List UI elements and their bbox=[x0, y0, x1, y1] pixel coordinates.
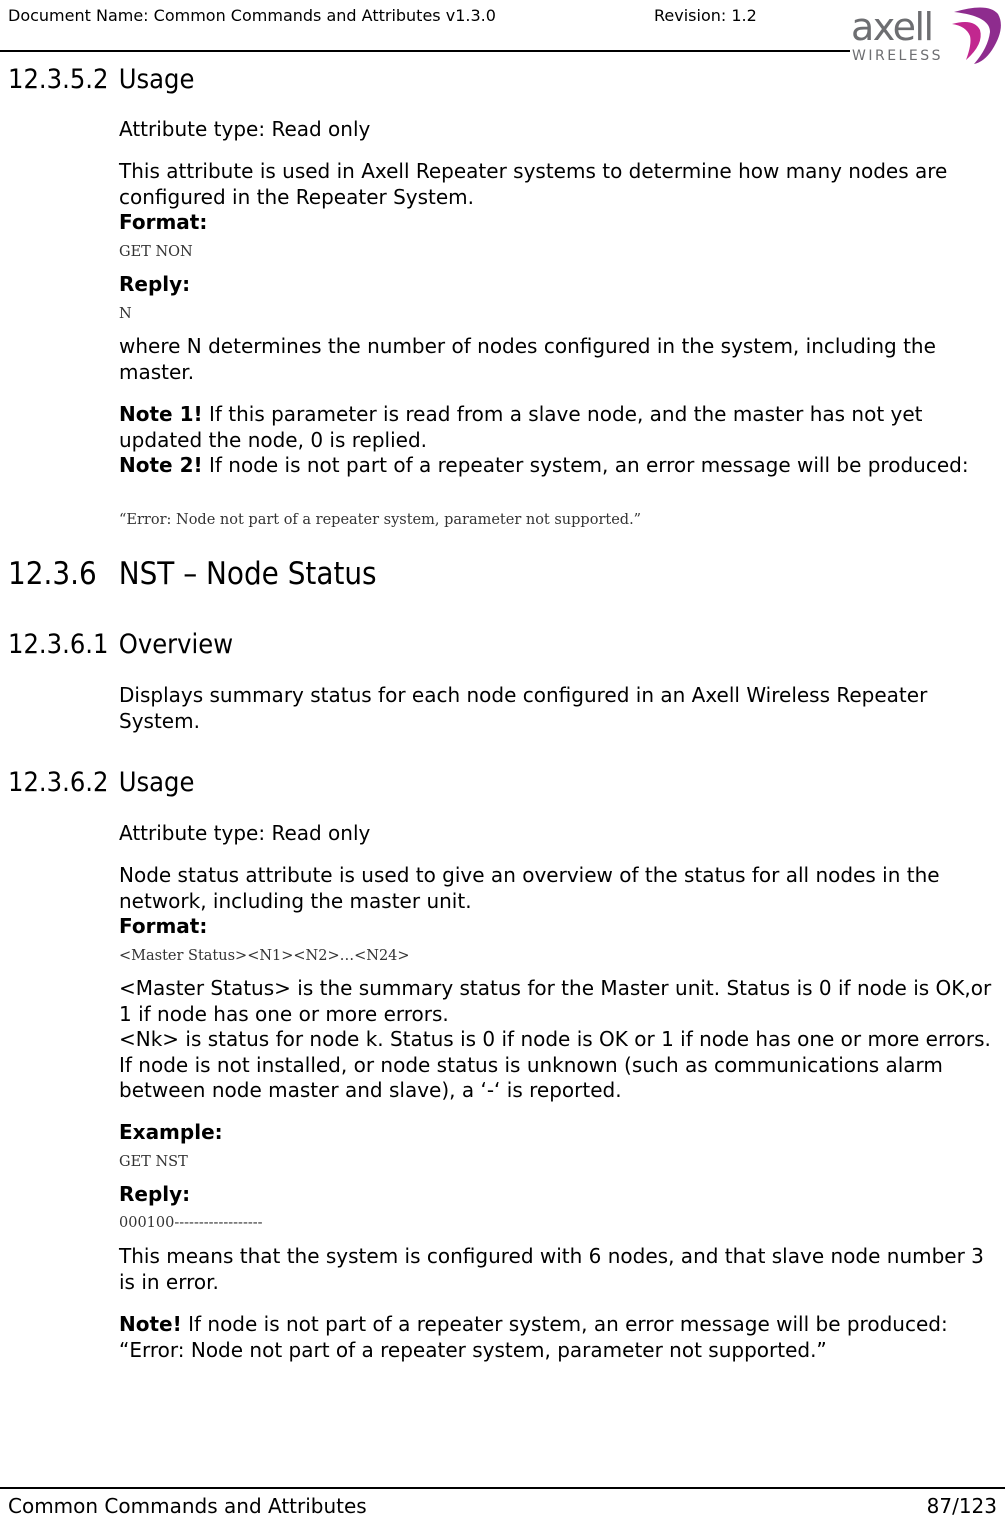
reply-code: N bbox=[119, 306, 132, 322]
master-status-description: <Master Status> is the summary status for the Master unit. Status is 0 if node is OK,or 1 if node has one or more errors. bbox=[119, 976, 992, 1026]
page-header bbox=[0, 0, 1005, 64]
heading-12-3-6-2: 12.3.6.2 Usage bbox=[8, 767, 195, 798]
nst-reply-label: Reply: bbox=[119, 1182, 191, 1206]
error-message-code: “Error: Node not part of a repeater system, parameter not supported.” bbox=[119, 512, 642, 528]
nst-attribute-type: Attribute type: Read only bbox=[119, 821, 371, 845]
reply-label: Reply: bbox=[119, 272, 191, 296]
nst-format-label: Format: bbox=[119, 914, 208, 938]
document-name: Document Name: Common Commands and Attributes v1.3.0 bbox=[8, 6, 496, 25]
logo-subtitle: WIRELESS bbox=[852, 48, 943, 64]
nst-note-quote: “Error: Node not part of a repeater system, parameter not supported.” bbox=[119, 1338, 827, 1362]
note-2: Note 2! If node is not part of a repeater system, an error message will be produced: bbox=[119, 453, 969, 477]
logo-swoosh-inner bbox=[952, 22, 981, 60]
footer-rule bbox=[0, 1487, 1005, 1489]
page-number: 87/123 bbox=[926, 1494, 997, 1518]
overview-text: Displays summary status for each node configured in an Axell Wireless Repeater System. bbox=[119, 683, 928, 733]
nst-reply-code: 000100------------------ bbox=[119, 1215, 263, 1231]
node-status-description: <Nk> is status for node k. Status is 0 if node is OK or 1 if node has one or more errors. If node is not installed, or node status is unknown (such as communications alarm between node master and slave), a ‘-‘ is reported. bbox=[119, 1027, 991, 1102]
revision: Revision: 1.2 bbox=[654, 6, 757, 25]
heading-12-3-5-2: 12.3.5.2 Usage bbox=[8, 64, 195, 95]
footer-title: Common Commands and Attributes bbox=[8, 1494, 367, 1518]
reply-description: where N determines the number of nodes configured in the system, including the master. bbox=[119, 334, 936, 384]
nst-format-code: <Master Status><N1><N2>…<N24> bbox=[119, 948, 410, 964]
format-code: GET NON bbox=[119, 244, 193, 260]
note-1: Note 1! If this parameter is read from a slave node, and the master has not yet updated the node, 0 is replied. bbox=[119, 402, 923, 452]
example-code: GET NST bbox=[119, 1154, 188, 1170]
axell-wireless-logo bbox=[848, 0, 1005, 68]
nst-reply-description: This means that the system is configured with 6 nodes, and that slave node number 3 is in error. bbox=[119, 1244, 984, 1294]
nn-description: This attribute is used in Axell Repeater systems to determine how many nodes are configured in the Repeater System. bbox=[119, 159, 948, 209]
attribute-type: Attribute type: Read only bbox=[119, 117, 371, 141]
format-label: Format: bbox=[119, 210, 208, 234]
nst-note: Note! If node is not part of a repeater system, an error message will be produced: bbox=[119, 1312, 948, 1336]
logo-wordmark: axell bbox=[851, 5, 933, 49]
heading-12-3-6-1: 12.3.6.1 Overview bbox=[8, 629, 234, 660]
example-label: Example: bbox=[119, 1120, 223, 1144]
nst-description: Node status attribute is used to give an overview of the status for all nodes in the network, including the master unit. bbox=[119, 863, 940, 913]
header-rule bbox=[0, 50, 850, 52]
heading-12-3-6: 12.3.6 NST – Node Status bbox=[8, 556, 377, 592]
